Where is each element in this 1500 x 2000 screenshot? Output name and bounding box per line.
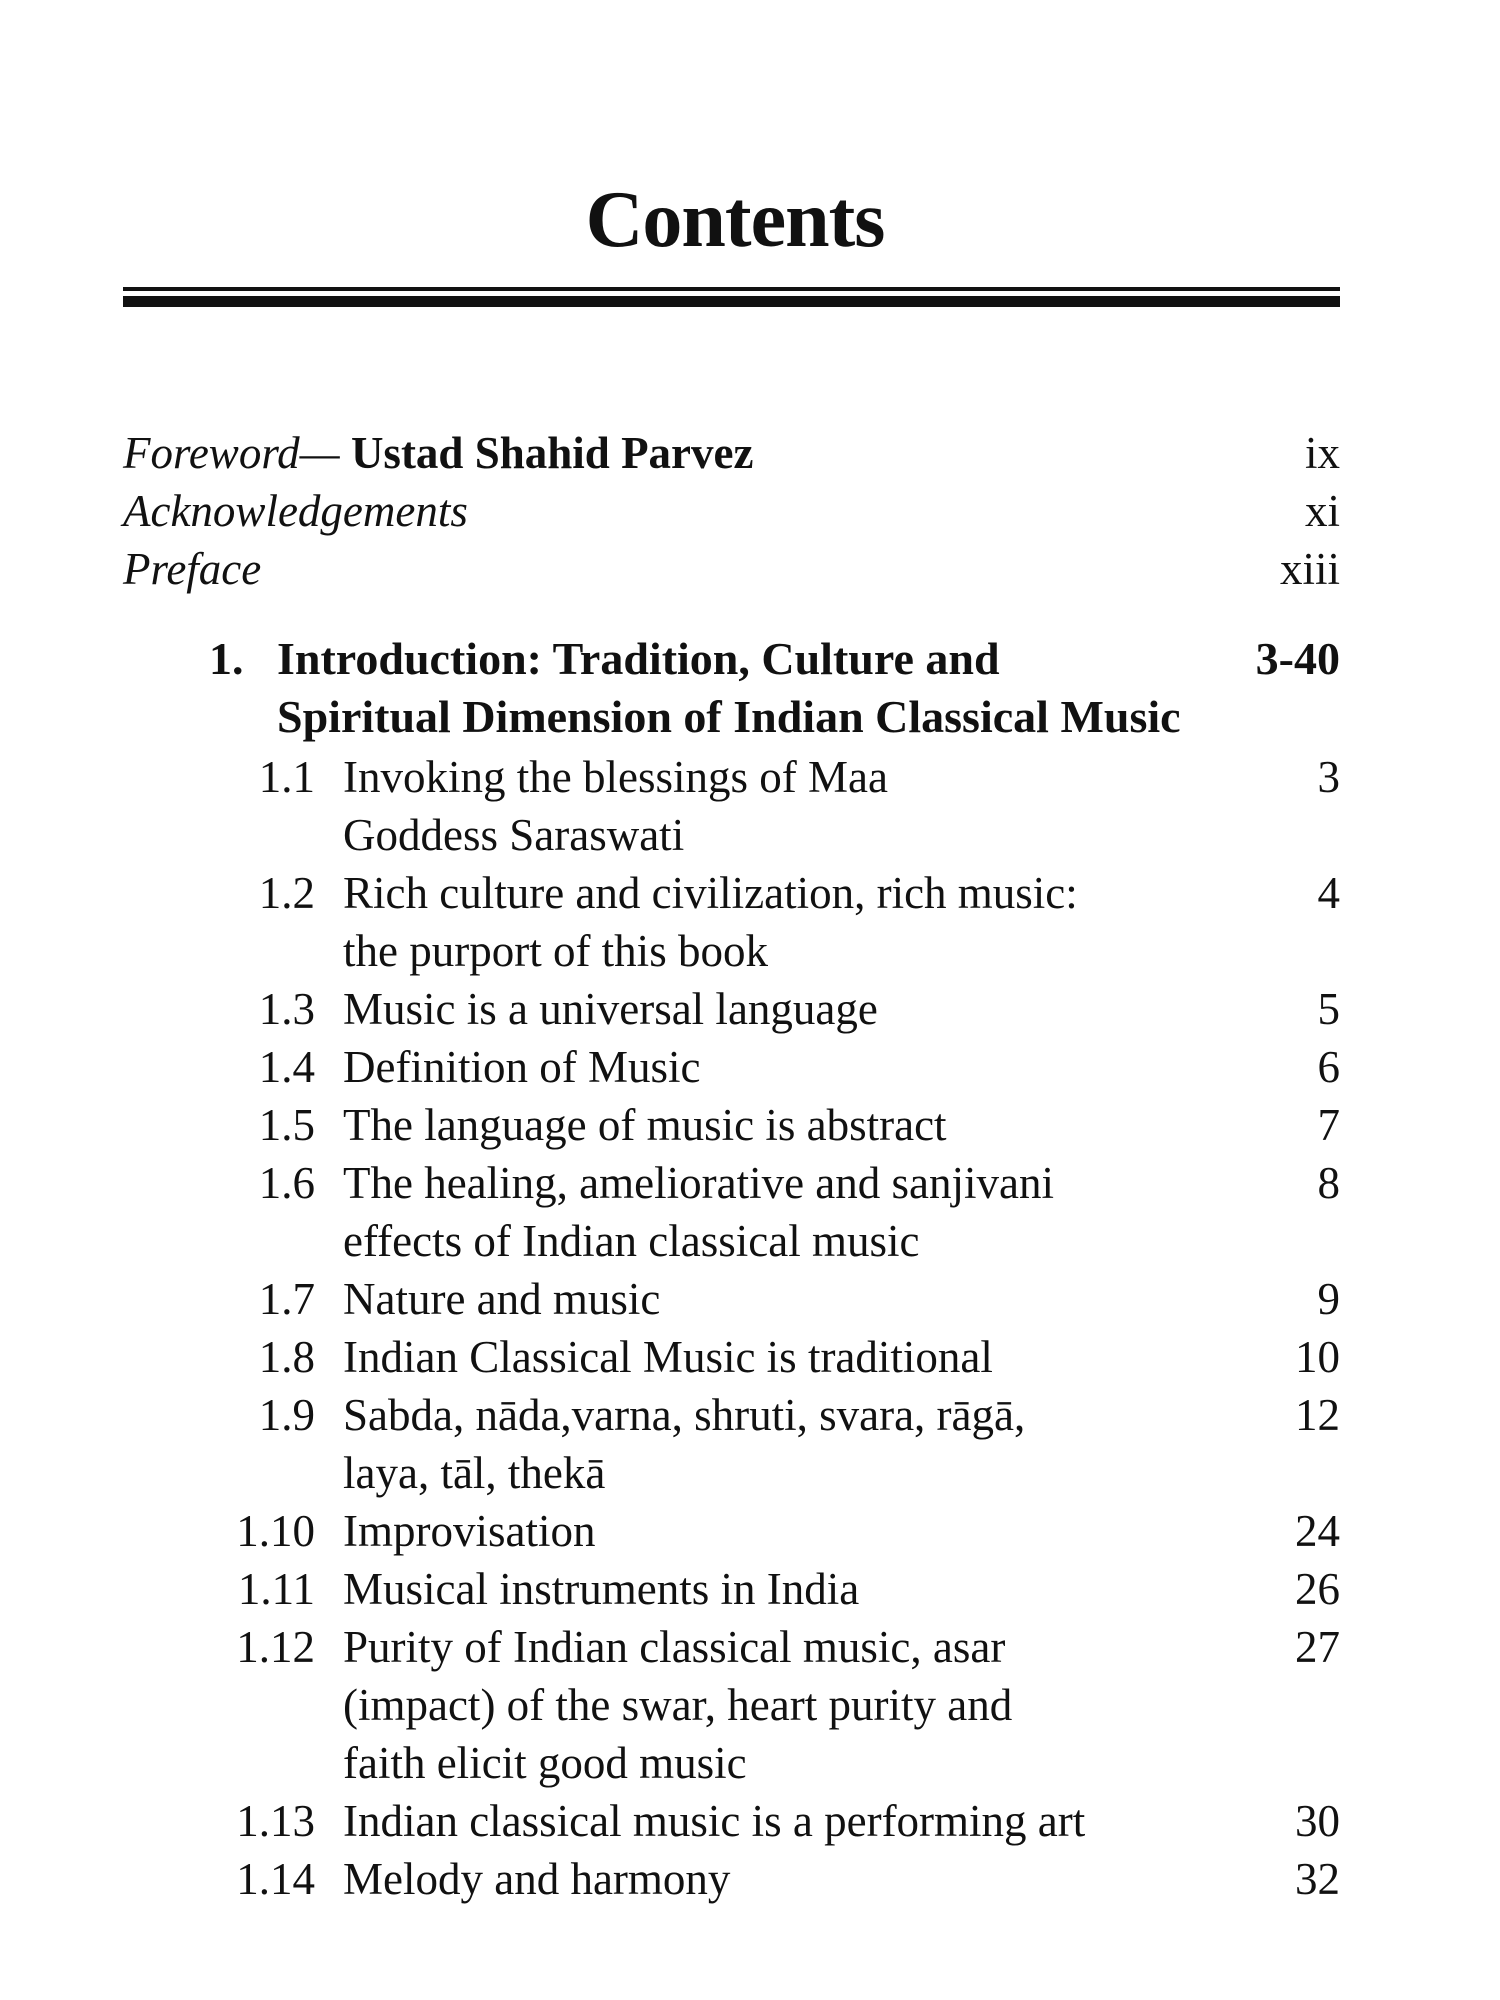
entry-page: 3 <box>1317 752 1340 802</box>
entry-number: 1.12 <box>236 1622 315 1672</box>
entry-title: Sabda, nāda,varna, shruti, svara, rāgā, laya, tāl, thekā <box>343 1390 1026 1498</box>
entry-page: 10 <box>1295 1332 1340 1382</box>
entry-page: 8 <box>1317 1158 1340 1208</box>
chapter-number: 1. <box>209 633 244 684</box>
title-rule-thick <box>123 296 1340 307</box>
entry-title: Purity of Indian classical music, asar (impact) of the swar, heart purity and faith elicit good music <box>343 1622 1013 1788</box>
entry-title: Melody and harmony <box>343 1854 731 1904</box>
entry-number: 1.10 <box>236 1506 315 1556</box>
entry-title: Indian Classical Music is traditional <box>343 1332 993 1382</box>
chapter-title-line2: Spiritual Dimension of Indian Classical Music <box>277 691 1181 742</box>
entry-page: 5 <box>1317 984 1340 1034</box>
entry-page: 7 <box>1317 1100 1340 1150</box>
entry-title: The healing, ameliorative and sanjivani effects of Indian classical music <box>343 1158 1054 1266</box>
entry-page: 30 <box>1295 1796 1340 1846</box>
entry-title: Musical instruments in India <box>343 1564 860 1614</box>
entry-title: Definition of Music <box>343 1042 701 1092</box>
entry-page: 4 <box>1317 868 1340 918</box>
entry-number: 1.11 <box>237 1564 315 1614</box>
entry-title: Rich culture and civilization, rich music: the purport of this book <box>343 868 1078 976</box>
entry-page: 6 <box>1317 1042 1340 1092</box>
chapter-title <box>277 630 1277 746</box>
entry-page: 26 <box>1295 1564 1340 1614</box>
foreword-label: Foreword— <box>123 428 340 478</box>
entry-number: 1.8 <box>258 1332 315 1382</box>
entry-number: 1.7 <box>258 1274 315 1324</box>
entry-number: 1.2 <box>258 868 315 918</box>
chapter-title-line1: Introduction: Tradition, Culture and <box>277 633 1000 684</box>
entry-number: 1.3 <box>258 984 315 1034</box>
page-title: Contents <box>585 176 885 264</box>
foreword-page: ix <box>1304 428 1340 478</box>
entry-number: 1.1 <box>258 752 315 802</box>
entry-title: Indian classical music is a performing art <box>343 1796 1086 1846</box>
entry-title: Invoking the blessings of Maa Goddess Saraswati <box>343 752 888 860</box>
entry-title: The language of music is abstract <box>343 1100 947 1150</box>
preface-label: Preface <box>123 544 262 594</box>
entry-number: 1.9 <box>258 1390 315 1440</box>
entry-number: 1.6 <box>258 1158 315 1208</box>
entry-number: 1.14 <box>236 1854 315 1904</box>
acknowledgements-page: xi <box>1304 486 1340 536</box>
entry-title: Nature and music <box>343 1274 661 1324</box>
entry-page: 9 <box>1317 1274 1340 1324</box>
foreword-author: Ustad Shahid Parvez <box>350 428 754 478</box>
entry-page: 27 <box>1295 1622 1340 1672</box>
toc-preface[interactable] <box>123 540 1340 598</box>
toc-chapter-1[interactable] <box>123 630 1340 746</box>
toc-foreword[interactable] <box>123 424 1340 482</box>
preface-page: xiii <box>1279 544 1340 594</box>
entry-title: Improvisation <box>343 1506 596 1556</box>
chapter-pages: 3-40 <box>1255 633 1340 684</box>
entry-number: 1.4 <box>258 1042 315 1092</box>
toc-acknowledgements[interactable] <box>123 482 1340 540</box>
entry-title: Music is a universal language <box>343 984 878 1034</box>
entry-number: 1.5 <box>258 1100 315 1150</box>
acknowledgements-label: Acknowledgements <box>123 486 468 536</box>
entry-number: 1.13 <box>236 1796 315 1846</box>
entry-page: 12 <box>1295 1390 1340 1440</box>
entry-page: 32 <box>1295 1854 1340 1904</box>
entry-page: 24 <box>1295 1506 1340 1556</box>
title-rule-thin <box>123 287 1340 291</box>
